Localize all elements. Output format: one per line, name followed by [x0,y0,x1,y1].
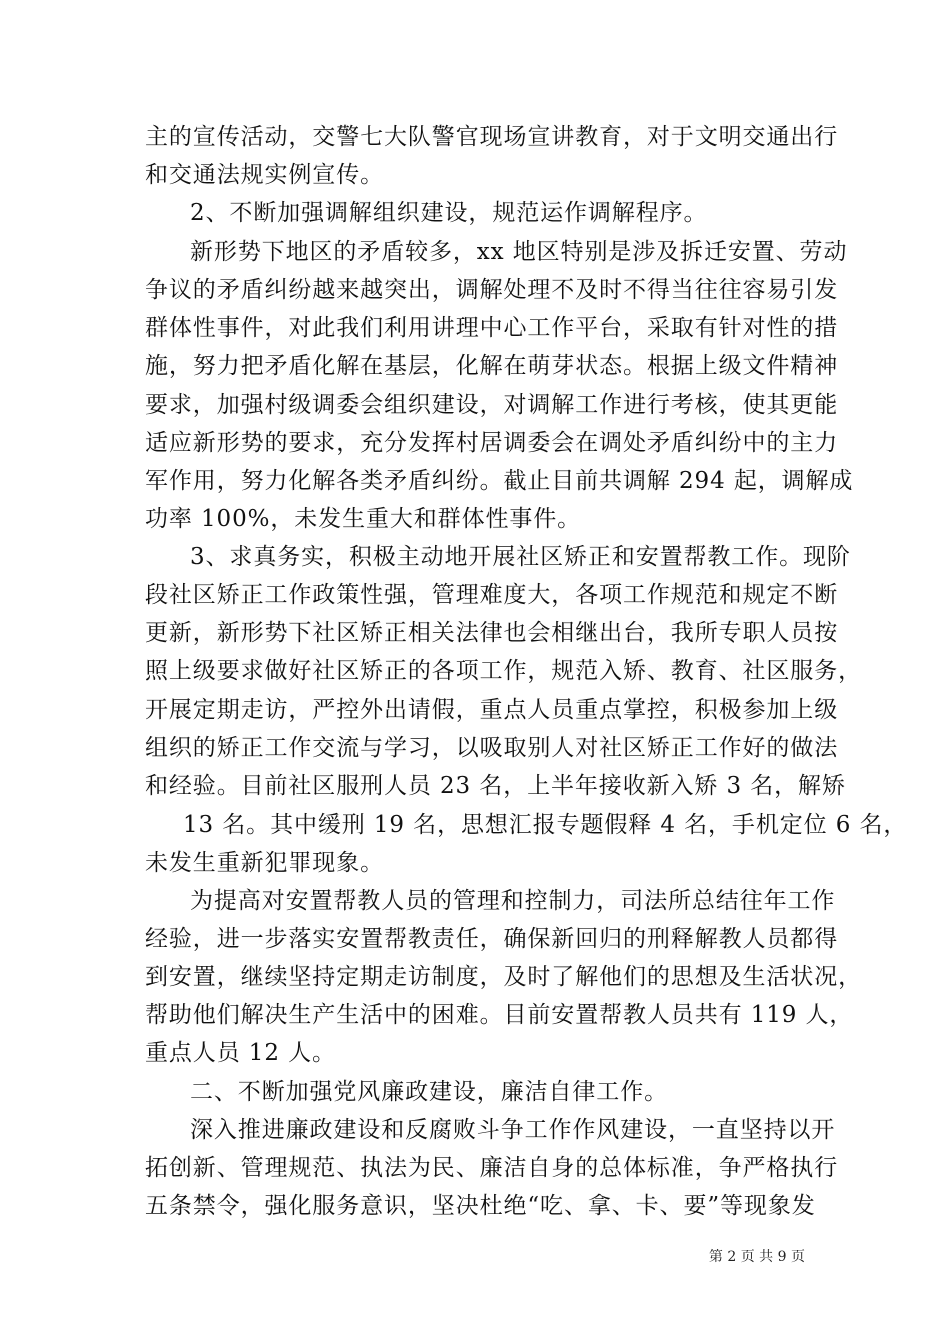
page-number-footer: 第 2 页 共 9 页 [708,1249,805,1265]
paragraph-line: 帮助他们解决生产生活中的困难。目前安置帮教人员共有 119 人， [145,1002,854,1028]
paragraph-line: 和交通法规实例宣传。 [145,162,384,188]
paragraph-line: 施，努力把矛盾化解在基层，化解在萌芽状态。根据上级文件精神 [145,353,839,379]
paragraph-line: 段社区矫正工作政策性强，管理难度大，各项工作规范和规定不断 [145,582,839,608]
paragraph-line: 开展定期走访，严控外出请假，重点人员重点掌控，积极参加上级 [145,697,839,723]
paragraph-line: 到安置，继续坚持定期走访制度，及时了解他们的思想及生活状况， [145,964,862,990]
paragraph-line: 13 名。其中缓刑 19 名，思想汇报专题假释 4 名，手机定位 6 名， [183,812,908,838]
paragraph-line: 深入推进廉政建设和反腐败斗争工作作风建设，一直坚持以开 [190,1117,836,1143]
section-heading: 3、求真务实，积极主动地开展社区矫正和安置帮教工作。现阶 [190,544,851,570]
paragraph-line: 未发生重新犯罪现象。 [145,850,384,876]
paragraph-line: 军作用，努力化解各类矛盾纠纷。截止目前共调解 294 起，调解成 [145,468,854,494]
paragraph-line: 适应新形势的要求，充分发挥村居调委会在调处矛盾纠纷中的主力 [145,430,839,456]
paragraph-line: 更新，新形势下社区矫正相关法律也会相继出台，我所专职人员按 [145,620,839,646]
paragraph-line: 群体性事件，对此我们利用讲理中心工作平台，采取有针对性的措 [145,315,839,341]
paragraph-line: 主的宣传活动，交警七大队警官现场宣讲教育，对于文明交通出行 [145,124,839,150]
paragraph-line: 照上级要求做好社区矫正的各项工作，规范入矫、教育、社区服务， [145,658,862,684]
paragraph-line: 五条禁令，强化服务意识，坚决杜绝“吃、拿、卡、要”等现象发 [145,1193,816,1219]
section-heading: 二、不断加强党风廉政建设，廉洁自律工作。 [190,1079,668,1105]
paragraph-line: 为提高对安置帮教人员的管理和控制力，司法所总结往年工作 [190,888,836,914]
paragraph-line: 和经验。目前社区服刑人员 23 名，上半年接收新入矫 3 名，解矫 [145,773,846,799]
paragraph-line: 重点人员 12 人。 [145,1040,336,1066]
paragraph-line: 新形势下地区的矛盾较多，xx 地区特别是涉及拆迁安置、劳动 [190,239,848,265]
paragraph-line: 拓创新、管理规范、执法为民、廉洁自身的总体标准，争严格执行 [145,1155,839,1181]
paragraph-line: 经验，进一步落实安置帮教责任，确保新回归的刑释解教人员都得 [145,926,839,952]
paragraph-line: 争议的矛盾纠纷越来越突出，调解处理不及时不得当往往容易引发 [145,277,839,303]
section-heading: 2、不断加强调解组织建设，规范运作调解程序。 [190,200,708,226]
paragraph-line: 组织的矫正工作交流与学习，以吸取别人对社区矫正工作好的做法 [145,735,839,761]
paragraph-line: 要求，加强村级调委会组织建设，对调解工作进行考核，使其更能 [145,392,839,418]
paragraph-line: 功率 100%，未发生重大和群体性事件。 [145,506,582,532]
